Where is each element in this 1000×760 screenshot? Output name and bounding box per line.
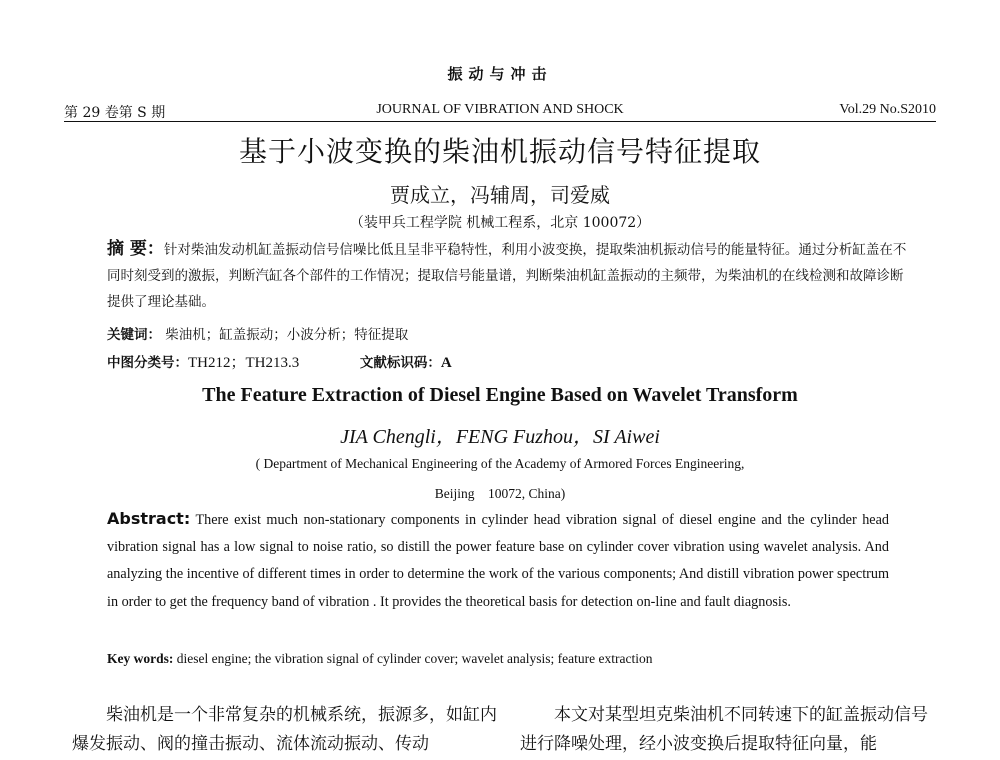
keywords-en [107,651,652,667]
classification-line [107,351,452,372]
body-left-text: 柴油机是一个非常复杂的机械系统，振源多，如缸内爆发振动、阀的撞击振动、流体流动振动、传动 [72,705,497,754]
abstract-en [107,505,889,616]
keywords-cn-label: 关键词： [107,327,161,343]
body-right-text: 本文对某型坦克柴油机不同转速下的缸盖振动信号进行降噪处理，经小波变换后提取特征向量，能 [520,705,928,754]
affiliation-en-line1: ( Department of Mechanical Engineering of the Academy of Armored Forces Engineering, [255,456,745,471]
affiliation-en-line2: Beijing 10072, China) [434,486,566,501]
journal-name-en: JOURNAL OF VIBRATION AND SHOCK [376,102,624,117]
body-column-right [520,701,940,759]
paper-title-cn: 基于小波变换的柴油机振动信号特征提取 [238,135,761,168]
abstract-cn-text: 针对柴油发动机缸盖振动信号信噪比低且呈非平稳特性，利用小波变换，提取柴油机振动信号的能量特征。通过分析缸盖在不同时刻受到的激振，判断汽缸各个部件的工作情况；提取信号能量谱，判断柴油机缸盖振动的主频带，为柴油机的在线检测和故障诊断提供了理论基础。 [107,242,907,310]
abstract-cn-label: 摘 要： [107,239,164,259]
abstract-cn [107,236,907,315]
header-rule [64,121,936,122]
volume-issue-cn: 第 29 卷第 S 期 [64,105,166,121]
keywords-en-text: diesel engine; the vibration signal of cylinder cover; wavelet analysis; feature extraction [176,651,653,666]
volume-issue-en: Vol.29 No.S2010 [839,102,936,117]
classification-value: TH212；TH213.3 [188,355,300,371]
journal-name-cn: 振动与冲击 [447,65,553,83]
keywords-cn [107,323,408,343]
doc-code-label: 文献标识码： [359,355,441,371]
body-column-left [72,701,502,759]
authors-cn: 贾成立，冯辅周，司爱威 [390,183,610,207]
classification-label: 中图分类号： [107,355,188,371]
abstract-en-text: There exist much non-stationary components in cylinder head vibration signal of diesel engine and the cylinder head vibration signal has a low signal to noise ratio, so distill the power feature base on cylinder cover vibration using wavelet analysis. And analyzing the incentive of different times in order to determine the work of the various components; And distill vibration power spectrum in order to get the frequency band of vibration . It provides the theoretical basis for detection on-line and fault diagnosis. [107,512,889,610]
keywords-cn-text: 柴油机；缸盖振动；小波分析；特征提取 [165,327,409,343]
authors-en: JIA Chengli，FENG Fuzhou，SI Aiwei [340,426,660,448]
doc-code-value: A [440,355,452,371]
paper-title-en: The Feature Extraction of Diesel Engine Based on Wavelet Transform [202,384,798,406]
keywords-en-label: Key words: [107,651,174,666]
abstract-en-label: Abstract: [107,509,191,528]
affiliation-cn: （装甲兵工程学院 机械工程系，北京 100072） [349,215,651,231]
